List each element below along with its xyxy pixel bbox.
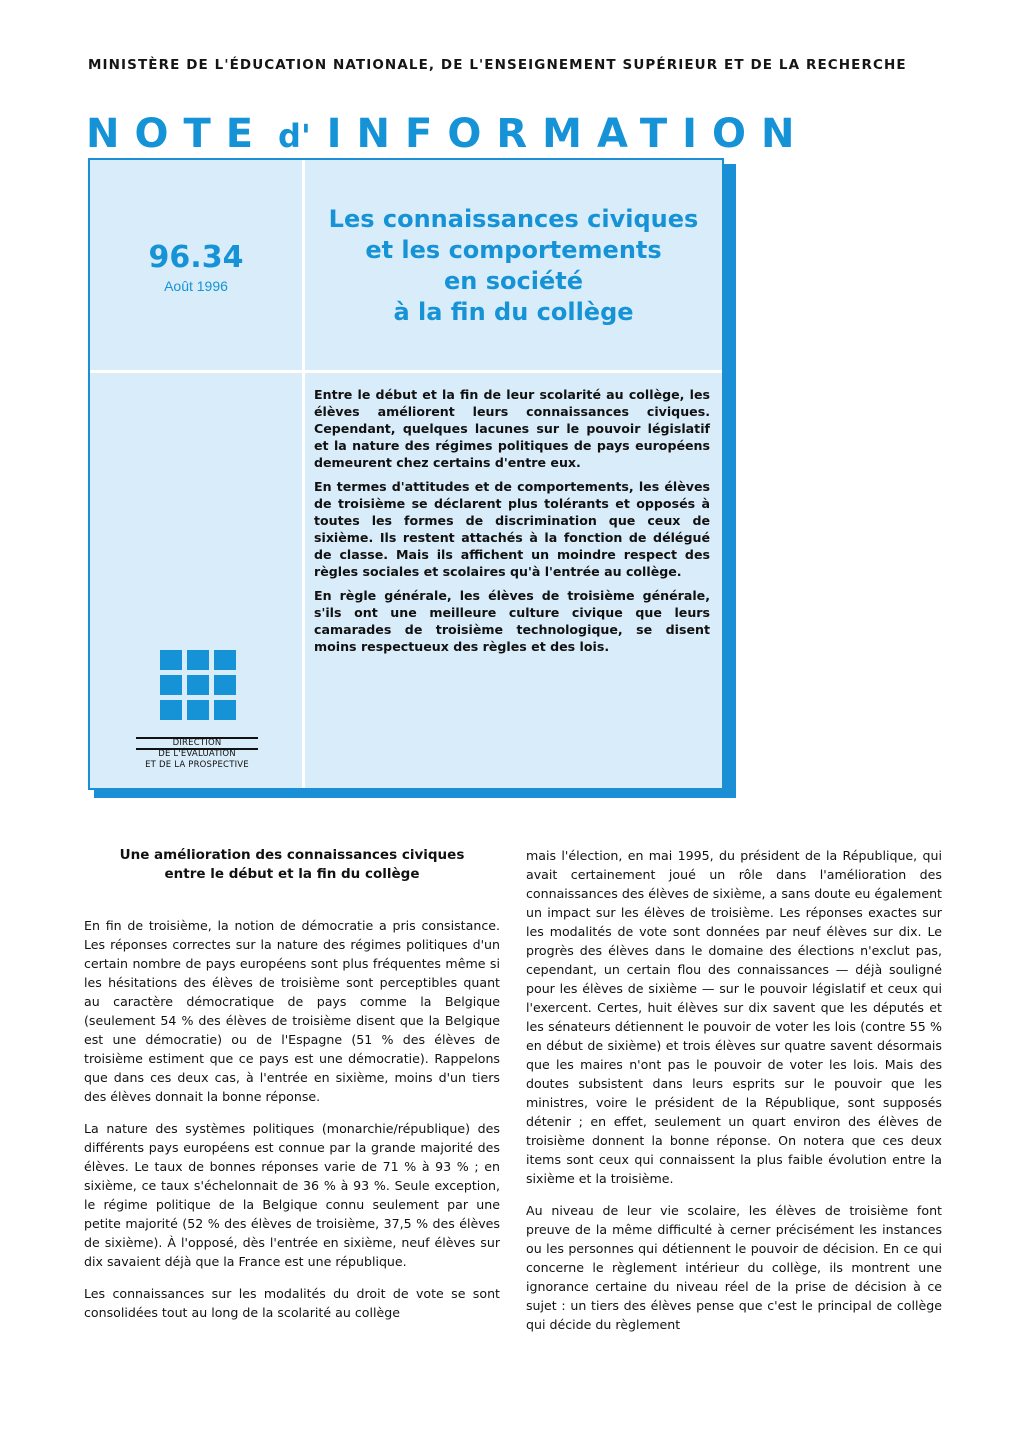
logo-caption-line: DE L'ÉVALUATION <box>158 749 236 759</box>
logo-caption-line: ET DE LA PROSPECTIVE <box>145 760 249 770</box>
logo-square <box>187 700 209 720</box>
masthead-information: INFORMATION <box>326 111 810 157</box>
section-heading-line: Une amélioration des connaissances civiques <box>119 847 465 863</box>
summary-box <box>88 158 724 790</box>
note-date: Août 1996 <box>164 278 228 294</box>
dep-logo-grid-icon <box>160 650 236 722</box>
body-paragraph: Au niveau de leur vie scolaire, les élèves de troisième font preuve de la même difficulté à cerner précisément les instances ou les personnes qui détiennent le pouvoir de décision. En ce qui concerne le règlement intérieur du collège, ils montrent une ignorance certaine du niveau réel de la prise de décision à ce sujet : un tiers des élèves pense que c'est le principal de collège qui décide du règlement <box>526 1203 942 1332</box>
body-paragraph: Les connaissances sur les modalités du droit de vote se sont consolidées tout au long de la scolarité au collège <box>84 1286 500 1320</box>
masthead-apostrophe: d' <box>278 117 311 155</box>
logo-square <box>187 675 209 695</box>
abstract-paragraph: En termes d'attitudes et de comportements, les élèves de troisième se déclarent plus tolérants et opposés à toutes les formes de discrimination que ceux de sixième. Ils restent attachés à la fonction de délégué de classe. Mais ils affichent un moindre respect des règles sociales et scolaires qu'à l'entrée au collège. <box>314 479 710 579</box>
logo-square <box>160 675 182 695</box>
section-heading <box>84 846 500 884</box>
body-column-left <box>84 846 500 1335</box>
logo-square <box>214 700 236 720</box>
document-title <box>305 204 722 328</box>
title-line: à la fin du collège <box>393 298 634 326</box>
box-divider-horizontal <box>90 370 722 373</box>
logo-square <box>214 675 236 695</box>
note-number: 96.34 <box>148 240 244 275</box>
abstract-paragraph: En règle générale, les élèves de troisième générale, s'ils ont une meilleure culture civique que leurs camarades de troisième technologique, se disent moins respectueux des règles et des lois. <box>314 588 710 654</box>
logo-square <box>214 650 236 670</box>
logo-square <box>160 650 182 670</box>
logo-square <box>160 700 182 720</box>
ministry-header: MINISTÈRE DE L'ÉDUCATION NATIONALE, DE L'ENSEIGNEMENT SUPÉRIEUR ET DE LA RECHERCHE <box>88 57 907 73</box>
masthead-title <box>86 110 809 158</box>
title-line: et les comportements <box>365 236 662 264</box>
abstract <box>314 386 710 662</box>
logo-caption <box>124 738 270 771</box>
logo-caption-line: DIRECTION <box>172 738 222 748</box>
section-heading-line: entre le début et la fin du collège <box>164 866 420 882</box>
title-line: Les connaissances civiques <box>328 205 699 233</box>
body-paragraph: En fin de troisième, la notion de démocratie a pris consistance. Les réponses correctes sur la nature des régimes politiques d'un certain nombre de pays européens sont plus fréquentes même si les hésitations des élèves de troisième sont perceptibles quant au caractère démocratique de pays comme la Belgique (seulement 54 % des élèves de troisième disent que la Belgique est une démocratie) ou de l'Espagne (51 % des élèves de troisième estiment que ce pays est une démocratie). Rappelons que dans ces deux cas, à l'entrée en sixième, moins d'un tiers des élèves donnait la bonne réponse. <box>84 918 500 1104</box>
body-column-right <box>526 846 942 1347</box>
title-line: en société <box>444 267 583 295</box>
abstract-paragraph: Entre le début et la fin de leur scolarité au collège, les élèves améliorent leurs connaissances civiques. Cependant, quelques lacunes sur le pouvoir législatif et la nature des régimes politiques de pays européens demeurent chez certains d'entre eux. <box>314 387 710 470</box>
body-paragraph: La nature des systèmes politiques (monarchie/république) des différents pays européens est connue par la grande majorité des élèves. Le taux de bonnes réponses varie de 71 % à 93 % ; en sixième, ce taux s'échelonnait de 36 % à 93 %. Seule exception, le régime politique de la Belgique connu seulement par une petite majorité (52 % des élèves de troisième, 37,5 % des élèves de sixième). À l'opposé, dès l'entrée en sixième, neuf élèves sur dix savaient déjà que la France est une république. <box>84 1121 500 1269</box>
body-paragraph: mais l'élection, en mai 1995, du président de la République, qui avait certainement joué un rôle dans l'amélioration des connaissances des élèves de sixième, a sans doute eu également un impact sur les élèves de troisième. Les réponses exactes sur les modalités de vote sont données par neuf élèves sur dix. Le progrès des élèves dans le domaine des élections n'exclut pas, cependant, un certain flou des connaissances — déjà souligné pour les élèves de sixième — sur le pouvoir législatif et ceux qui l'exercent. Certes, huit élèves sur dix savent que les députés et les sénateurs détiennent le pouvoir de voter les lois (contre 55 % en début de sixième) et trois élèves sur quatre savent désormais que les maires n'ont pas le pouvoir de voter les lois. Mais des doutes subsistent dans leurs esprits sur le pouvoir que les ministres, voire le président de la République, sont supposés détenir ; en effet, seulement un quart environ des élèves de troisième donnent la bonne réponse. On notera que ces deux items sont ceux qui connaissent la plus faible évolution entre la sixième et la troisième. <box>526 848 942 1186</box>
masthead-note: NOTE <box>86 111 269 157</box>
logo-square <box>187 650 209 670</box>
